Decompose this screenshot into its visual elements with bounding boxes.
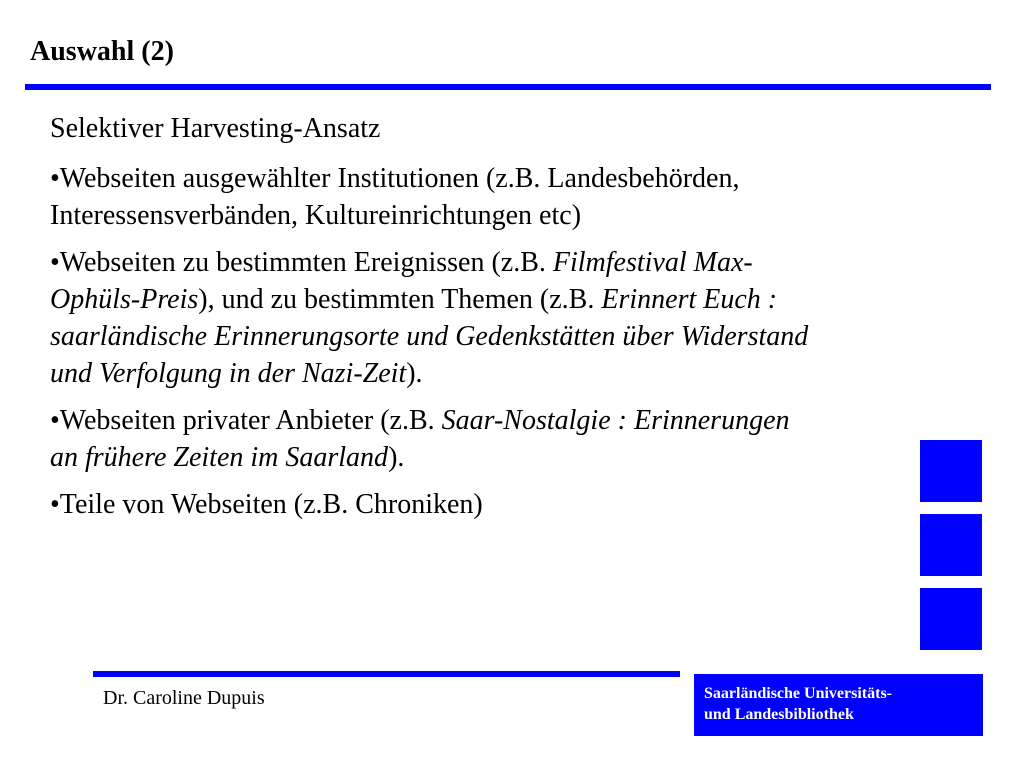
bullet-list (50, 160, 810, 523)
bullet-text: ), und zu bestimmten Themen (z.B. (198, 284, 602, 315)
bullet-text: ). (406, 358, 423, 389)
library-name-line1: Saarländische Universitäts- (704, 685, 892, 702)
bullet-item (50, 160, 810, 234)
library-name-line2: und Landesbibliothek (704, 706, 854, 723)
library-logo-box (694, 674, 983, 736)
bullet-text: •Webseiten ausgewählter Institutionen (z.B. Landesbehörden, Interessensverbänden, Kultureinrichtungen etc) (50, 163, 740, 231)
bullet-italic-text: Saar-Nostalgie : Erinnerungen an frühere Zeiten im Saarland (50, 405, 790, 473)
decorative-square (920, 514, 982, 576)
footer-divider (93, 671, 680, 677)
bullet-item (50, 486, 810, 523)
title-divider (25, 84, 991, 90)
bullet-item (50, 402, 810, 476)
decorative-squares (920, 440, 982, 662)
decorative-square (920, 588, 982, 650)
bullet-text: •Webseiten privater Anbieter (z.B. (50, 405, 442, 436)
bullet-italic-text: Erinnert Euch : saarländische Erinnerungsorte und Gedenkstätten über Widerstand und Verfolgung in der Nazi-Zeit (50, 284, 809, 389)
section-heading: Selektiver Harvesting-Ansatz (50, 113, 381, 144)
bullet-text: ). (388, 442, 405, 473)
bullet-item (50, 244, 810, 392)
slide-title: Auswahl (2) (30, 36, 174, 67)
decorative-square (920, 440, 982, 502)
slide-content (50, 110, 810, 533)
bullet-text: •Teile von Webseiten (z.B. Chroniken) (50, 489, 483, 520)
bullet-italic-text: Filmfestival Max-Ophüls-Preis (50, 247, 753, 315)
bullet-text: •Webseiten zu bestimmten Ereignissen (z.B. (50, 247, 553, 278)
footer-author: Dr. Caroline Dupuis (103, 687, 265, 709)
